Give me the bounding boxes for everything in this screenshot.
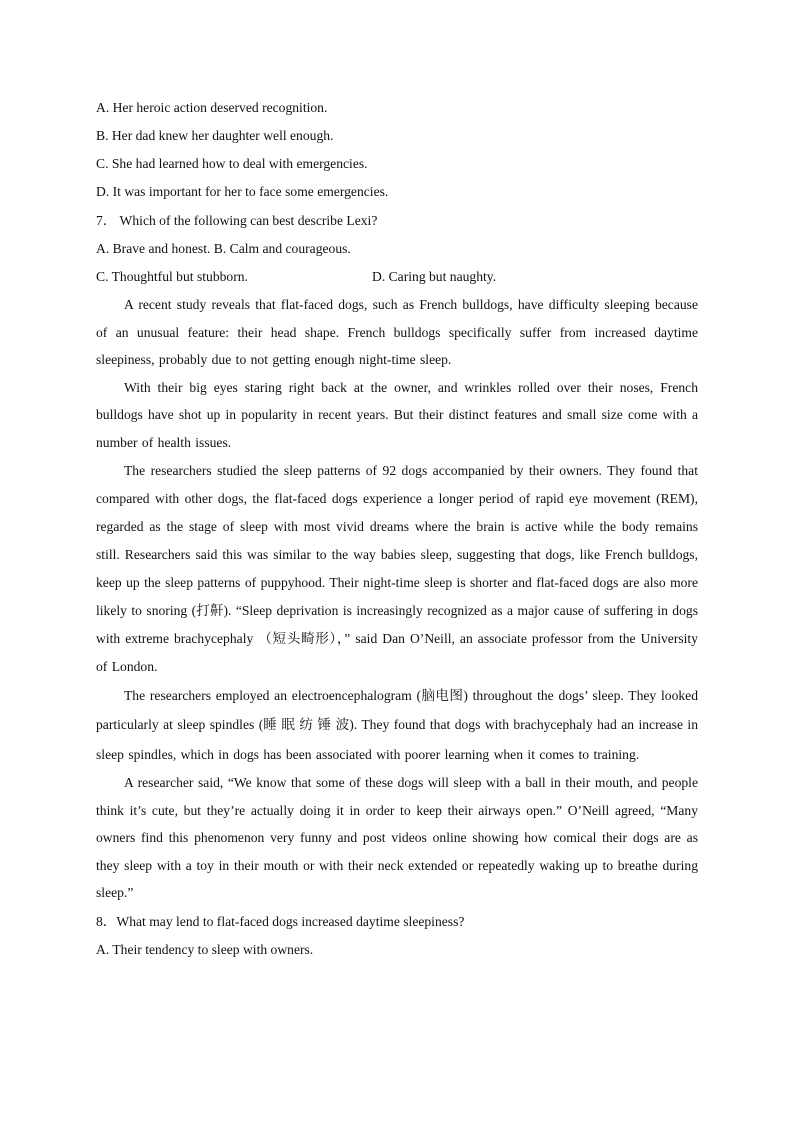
q6-option-c: C. She had learned how to deal with emergencies.: [96, 156, 368, 171]
q7-option-c: C. Thoughtful but stubborn.: [96, 269, 248, 284]
q7-options-cd: [96, 263, 698, 291]
q6-option-a: A. Her heroic action deserved recognition.: [96, 100, 328, 115]
q8-option-a: A. Their tendency to sleep with owners.: [96, 942, 314, 958]
exam-page: [96, 94, 698, 964]
passage-paragraph-4: The researchers employed an electroencephalogram (脑电图) throughout the dogs’ sleep. They looked particularly at sleep spindles (睡 眠 纺 锤 波). They found that dogs with brachycephaly had an increase in sleep spindles, which in dogs has been associated with poorer learning when it comes to training.: [96, 687, 698, 762]
passage-paragraph-2: With their big eyes staring right back at the owner, and wrinkles rolled over their noses, French bulldogs have shot up in popularity in recent years. But their distinct features and small size come with a number of health issues.: [96, 379, 698, 450]
q8-question: 8．What may lend to flat-faced dogs increased daytime sleepiness?: [96, 914, 465, 930]
passage-paragraph-1: A recent study reveals that flat-faced dogs, such as French bulldogs, have difficulty sleeping because of an unusual feature: their head shape. French bulldogs specifically suffer from increased daytime sleepiness, probably due to not getting enough night-time sleep.: [96, 297, 698, 368]
q7-options-ab: A. Brave and honest. B. Calm and courageous.: [96, 241, 351, 256]
q7-option-d: D. Caring but naughty.: [372, 269, 497, 284]
q7-question: 7． Which of the following can best describe Lexi?: [96, 213, 378, 228]
passage-paragraph-3: The researchers studied the sleep patterns of 92 dogs accompanied by their owners. They found that compared with other dogs, the flat-faced dogs experience a longer period of rapid eye movement (REM), regarded as the stage of sleep with most vivid dreams where the brain is active while the body remains still. Researchers said this was similar to the way babies sleep, suggesting that dogs, like French bulldogs, keep up the sleep patterns of puppyhood. Their night-time sleep is shorter and flat-faced dogs are also more likely to snoring (打鼾). “Sleep deprivation is increasingly recognized as a major cause of suffering in dogs with extreme brachycephaly （短头畸形），” said Dan O’Neill, an associate professor from the University of London.: [96, 462, 698, 674]
q6-option-b: B. Her dad knew her daughter well enough.: [96, 128, 334, 143]
passage-paragraph-5: A researcher said, “We know that some of these dogs will sleep with a ball in their mouth, and people think it’s cute, but they’re actually doing it in order to keep their airways open.” O’Neill agreed, “Many owners find this phenomenon very funny and post videos online showing how comical their dogs are as they sleep with a toy in their mouth or with their neck extended or repeatedly waking up to breathe during sleep.”: [96, 775, 698, 901]
q6-option-d: D. It was important for her to face some emergencies.: [96, 184, 389, 199]
